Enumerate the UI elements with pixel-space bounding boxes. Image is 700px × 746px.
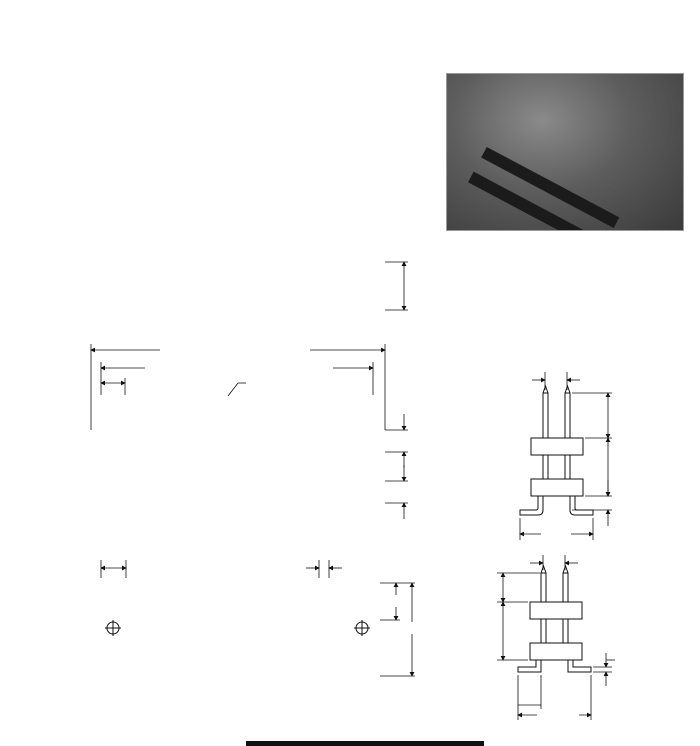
top-height-dimension [385, 262, 408, 310]
w-label-bg [537, 709, 579, 721]
positions-label-bg [160, 343, 310, 356]
footer-bar [246, 741, 484, 746]
side-view-2-dimensions [497, 555, 615, 720]
width-label-bg [541, 529, 571, 541]
pad-length-label-bg [381, 595, 407, 607]
positions-dimension [91, 344, 385, 430]
h-dimensions [385, 414, 408, 519]
pcb-holes [105, 620, 370, 636]
pcb-dimensions [101, 560, 415, 676]
side-view-1 [520, 386, 593, 515]
pad-span-label-bg [398, 622, 426, 634]
side-view-2 [518, 566, 591, 672]
contacts-label-bg [145, 361, 333, 374]
